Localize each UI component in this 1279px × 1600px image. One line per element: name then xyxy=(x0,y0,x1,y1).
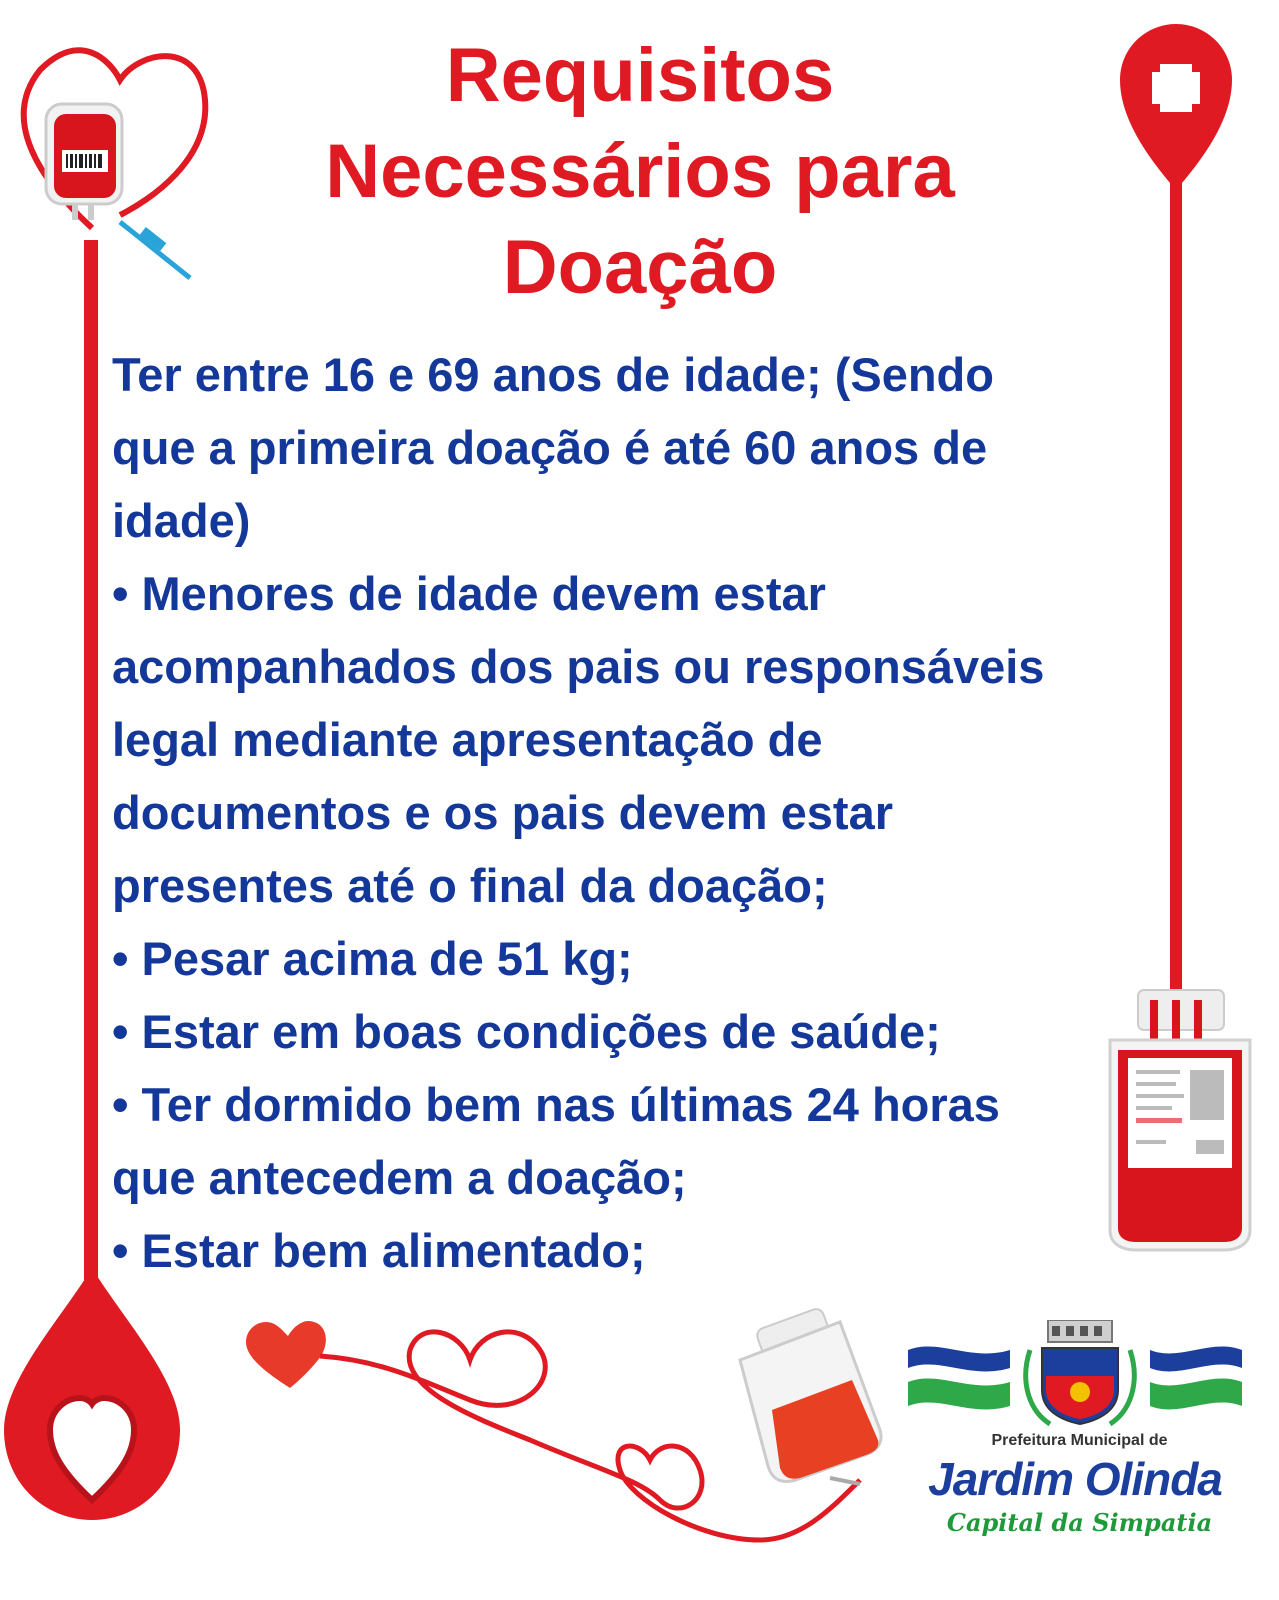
medical-cross-pin-icon xyxy=(1120,24,1232,190)
requirement-line: acompanhados dos pais ou responsáveis xyxy=(112,640,1045,693)
logo-subtitle: Prefeitura Municipal de xyxy=(991,1432,1168,1449)
requirement-line: legal mediante apresentação de xyxy=(112,713,823,766)
requirement-line: que a primeira doação é até 60 anos de xyxy=(112,421,988,474)
requirement-line: • Menores de idade devem estar xyxy=(112,567,826,620)
requirements-list xyxy=(112,338,1172,1287)
title-line-3: Doação xyxy=(502,225,778,310)
requirement-line: • Estar em boas condições de saúde; xyxy=(112,1005,941,1058)
requirement-line: Ter entre 16 e 69 anos de idade; (Sendo xyxy=(112,348,994,401)
logo-city-name: Jardim Olinda xyxy=(928,1453,1222,1505)
requirement-line: • Ter dormido bem nas últimas 24 horas xyxy=(112,1078,1000,1131)
blood-bag-icon xyxy=(46,104,122,220)
requirement-line: documentos e os pais devem estar xyxy=(112,786,894,839)
page-title xyxy=(200,28,1080,316)
requirement-line: que antecedem a doação; xyxy=(112,1151,687,1204)
blood-bag-small-icon xyxy=(740,1307,881,1484)
requirement-line: presentes até o final da doação; xyxy=(112,859,828,912)
left-tube xyxy=(84,240,98,1280)
blood-drop-heart-icon xyxy=(4,1268,180,1520)
title-line-1: Requisitos xyxy=(445,33,835,118)
requirement-line: idade) xyxy=(112,494,251,547)
title-line-2: Necessários para xyxy=(325,129,955,214)
brasao-icon xyxy=(880,1320,1279,1430)
requirement-line: • Pesar acima de 51 kg; xyxy=(112,932,633,985)
requirement-line: • Estar bem alimentado; xyxy=(112,1224,646,1277)
logo-slogan: Capital da Simpatia xyxy=(946,1508,1213,1537)
syringe-icon xyxy=(120,222,190,278)
municipal-logo xyxy=(880,1320,1279,1600)
